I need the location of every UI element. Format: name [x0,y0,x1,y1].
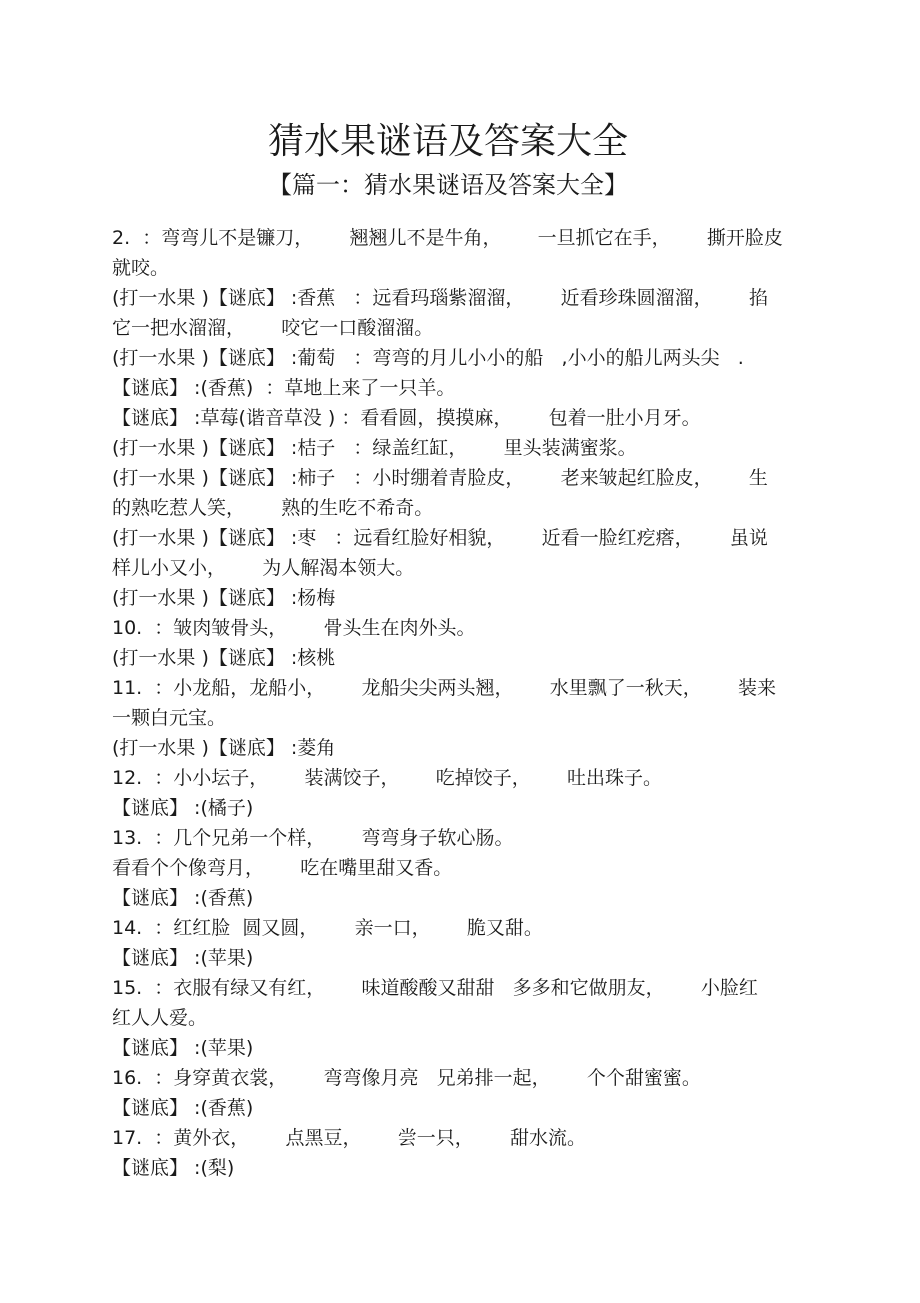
text-line: (打一水果 )【谜底】 :桔子 ：绿盖红缸， 里头装满蜜浆。 [112,437,637,459]
text-line: 【谜底】 :(香蕉) [112,887,254,909]
text-line: (打一水果 )【谜底】 :杨梅 [112,587,336,609]
document-title: 猜水果谜语及答案大全 [267,121,628,162]
text-line: (打一水果 )【谜底】 :葡萄 ：弯弯的月儿小小的船 ,小小的船儿两头尖 . [112,347,744,369]
text-line: (打一水果 )【谜底】 :柿子 ：小时绷着青脸皮， 老来皱起红脸皮， 生 [112,467,768,489]
text-line: 11. ：小龙船，龙船小， 龙船尖尖两头翘， 水里飘了一秋天， 装来 [112,677,777,699]
text-line: 【谜底】 :(香蕉) [112,1097,254,1119]
text-line: 15. ：衣服有绿又有红， 味道酸酸又甜甜 多多和它做朋友， 小脸红 [112,977,758,999]
text-line: 2. ：弯弯儿不是镰刀， 翘翘儿不是牛角， 一旦抓它在手， 撕开脸皮 [112,227,783,249]
text-line: 17. ：黄外衣， 点黑豆， 尝一只， 甜水流。 [112,1127,587,1149]
text-line: 【谜底】 :草莓(谐音草没 ) ：看看圆，摸摸麻， 包着一肚小月牙。 [112,407,701,429]
text-line: 10. ：皱肉皱骨头， 骨头生在肉外头。 [112,617,476,639]
text-line: 16. ：身穿黄衣裳， 弯弯像月亮 兄弟排一起， 个个甜蜜蜜。 [112,1067,701,1089]
text-line: (打一水果 )【谜底】 :菱角 [112,737,336,759]
text-line: 的熟吃惹人笑， 熟的生吃不希奇。 [112,497,434,519]
text-line: 【谜底】 :(香蕉) ：草地上来了一只羊。 [112,377,456,399]
text-line: 13. ：几个兄弟一个样， 弯弯身子软心肠。 [112,827,514,849]
text-line: 【谜底】 :(苹果) [112,947,254,969]
text-line: 【谜底】 :(梨) [112,1157,235,1179]
text-line: 14. ：红红脸 圆又圆， 亲一口， 脆又甜。 [112,917,543,939]
text-line: 一颗白元宝。 [112,707,227,729]
text-line: 12. ：小小坛子， 装满饺子， 吃掉饺子， 吐出珠子。 [112,767,663,789]
text-line: 【谜底】 :(苹果) [112,1037,254,1059]
text-line: 它一把水溜溜， 咬它一口酸溜溜。 [112,317,434,339]
section-heading: 【篇一：猜水果谜语及答案大全】 [268,171,628,199]
text-line: (打一水果 )【谜底】 :核桃 [112,647,336,669]
text-line: 就咬。 [112,257,170,279]
text-line: 看看个个像弯月， 吃在嘴里甜又香。 [112,857,453,879]
text-line: 红人人爱。 [112,1007,208,1029]
text-line: 样儿小又小， 为人解渴本领大。 [112,557,415,579]
text-line: 【谜底】 :(橘子) [112,797,254,819]
text-line: (打一水果 )【谜底】 :香蕉 ：远看玛瑙紫溜溜， 近看珍珠圆溜溜， 掐 [112,287,768,309]
text-line: (打一水果 )【谜底】 :枣 ：远看红脸好相貌， 近看一脸红疙瘩， 虽说 [112,527,768,549]
document-body [112,223,812,1183]
